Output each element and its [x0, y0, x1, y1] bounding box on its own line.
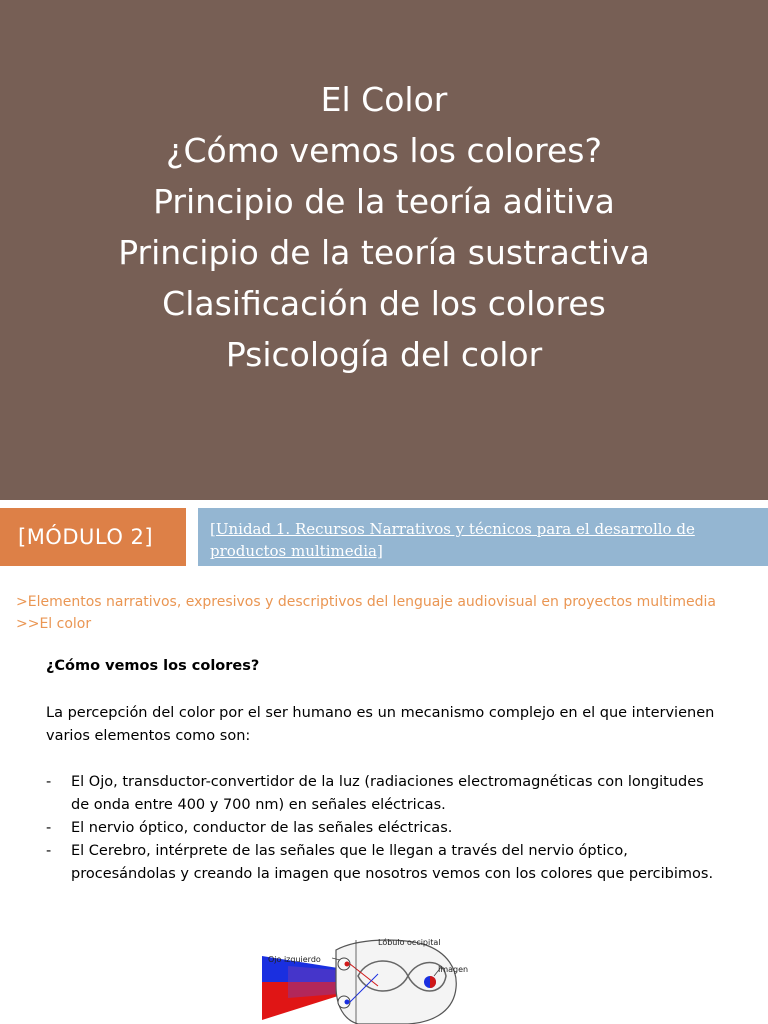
topic-line: Principio de la teoría aditiva: [153, 182, 615, 221]
breadcrumb: >Elementos narrativos, expresivos y descriptivos del lenguaje audiovisual en proyectos multimedia >>El color: [16, 594, 717, 632]
visual-field-overlap: [288, 966, 338, 998]
label-lobulo: Lóbulo occipital: [378, 938, 441, 947]
list-dash: -: [46, 774, 52, 790]
unit-banner: [198, 508, 768, 566]
title-slide: [0, 0, 768, 500]
topic-line: El Color: [320, 80, 448, 119]
list-item: [46, 817, 726, 840]
topic-line: Principio de la teoría sustractiva: [118, 233, 650, 272]
element-list: [46, 771, 726, 886]
left-eye-retina: [345, 962, 350, 967]
divider: [0, 500, 768, 506]
section-title: ¿Cómo vemos los colores?: [46, 658, 260, 674]
list-item-text: El Ojo, transductor-convertidor de la luz (radiaciones electromagnéticas con longitudes de onda entre 400 y 700 nm) en señales eléctricas.: [71, 774, 704, 813]
list-dash: -: [46, 843, 52, 859]
module-label: [MÓDULO 2]: [0, 508, 186, 566]
label-imagen: Imagen: [438, 965, 469, 974]
list-item-text: El nervio óptico, conductor de las señales eléctricas.: [71, 820, 453, 836]
head-outline: [336, 940, 456, 1024]
topic-line: ¿Cómo vemos los colores?: [165, 131, 602, 170]
eye-brain-illustration: [258, 936, 478, 1024]
topic-line: Clasificación de los colores: [162, 284, 606, 323]
visual-pathway-diagram: [258, 936, 478, 1024]
topic-line: Psicología del color: [225, 335, 543, 374]
list-dash: -: [46, 820, 52, 836]
label-ojo: Ojo izquierdo: [268, 955, 321, 964]
list-item: [46, 840, 726, 886]
unit-link[interactable]: [Unidad 1. Recursos Narrativos y técnicos para el desarrollo de productos multimedia]: [210, 520, 695, 560]
list-item: [46, 771, 726, 817]
intro-paragraph: La percepción del color por el ser humano es un mecanismo complejo en el que intervienen varios elementos como son:: [46, 705, 715, 744]
list-item-text: El Cerebro, intérprete de las señales que le llegan a través del nervio óptico, procesándolas y creando la imagen que nosotros vemos con los colores que percibimos.: [71, 843, 714, 882]
topic-list: [0, 74, 768, 380]
content-body: [46, 655, 726, 886]
right-eye-retina: [345, 1000, 350, 1005]
